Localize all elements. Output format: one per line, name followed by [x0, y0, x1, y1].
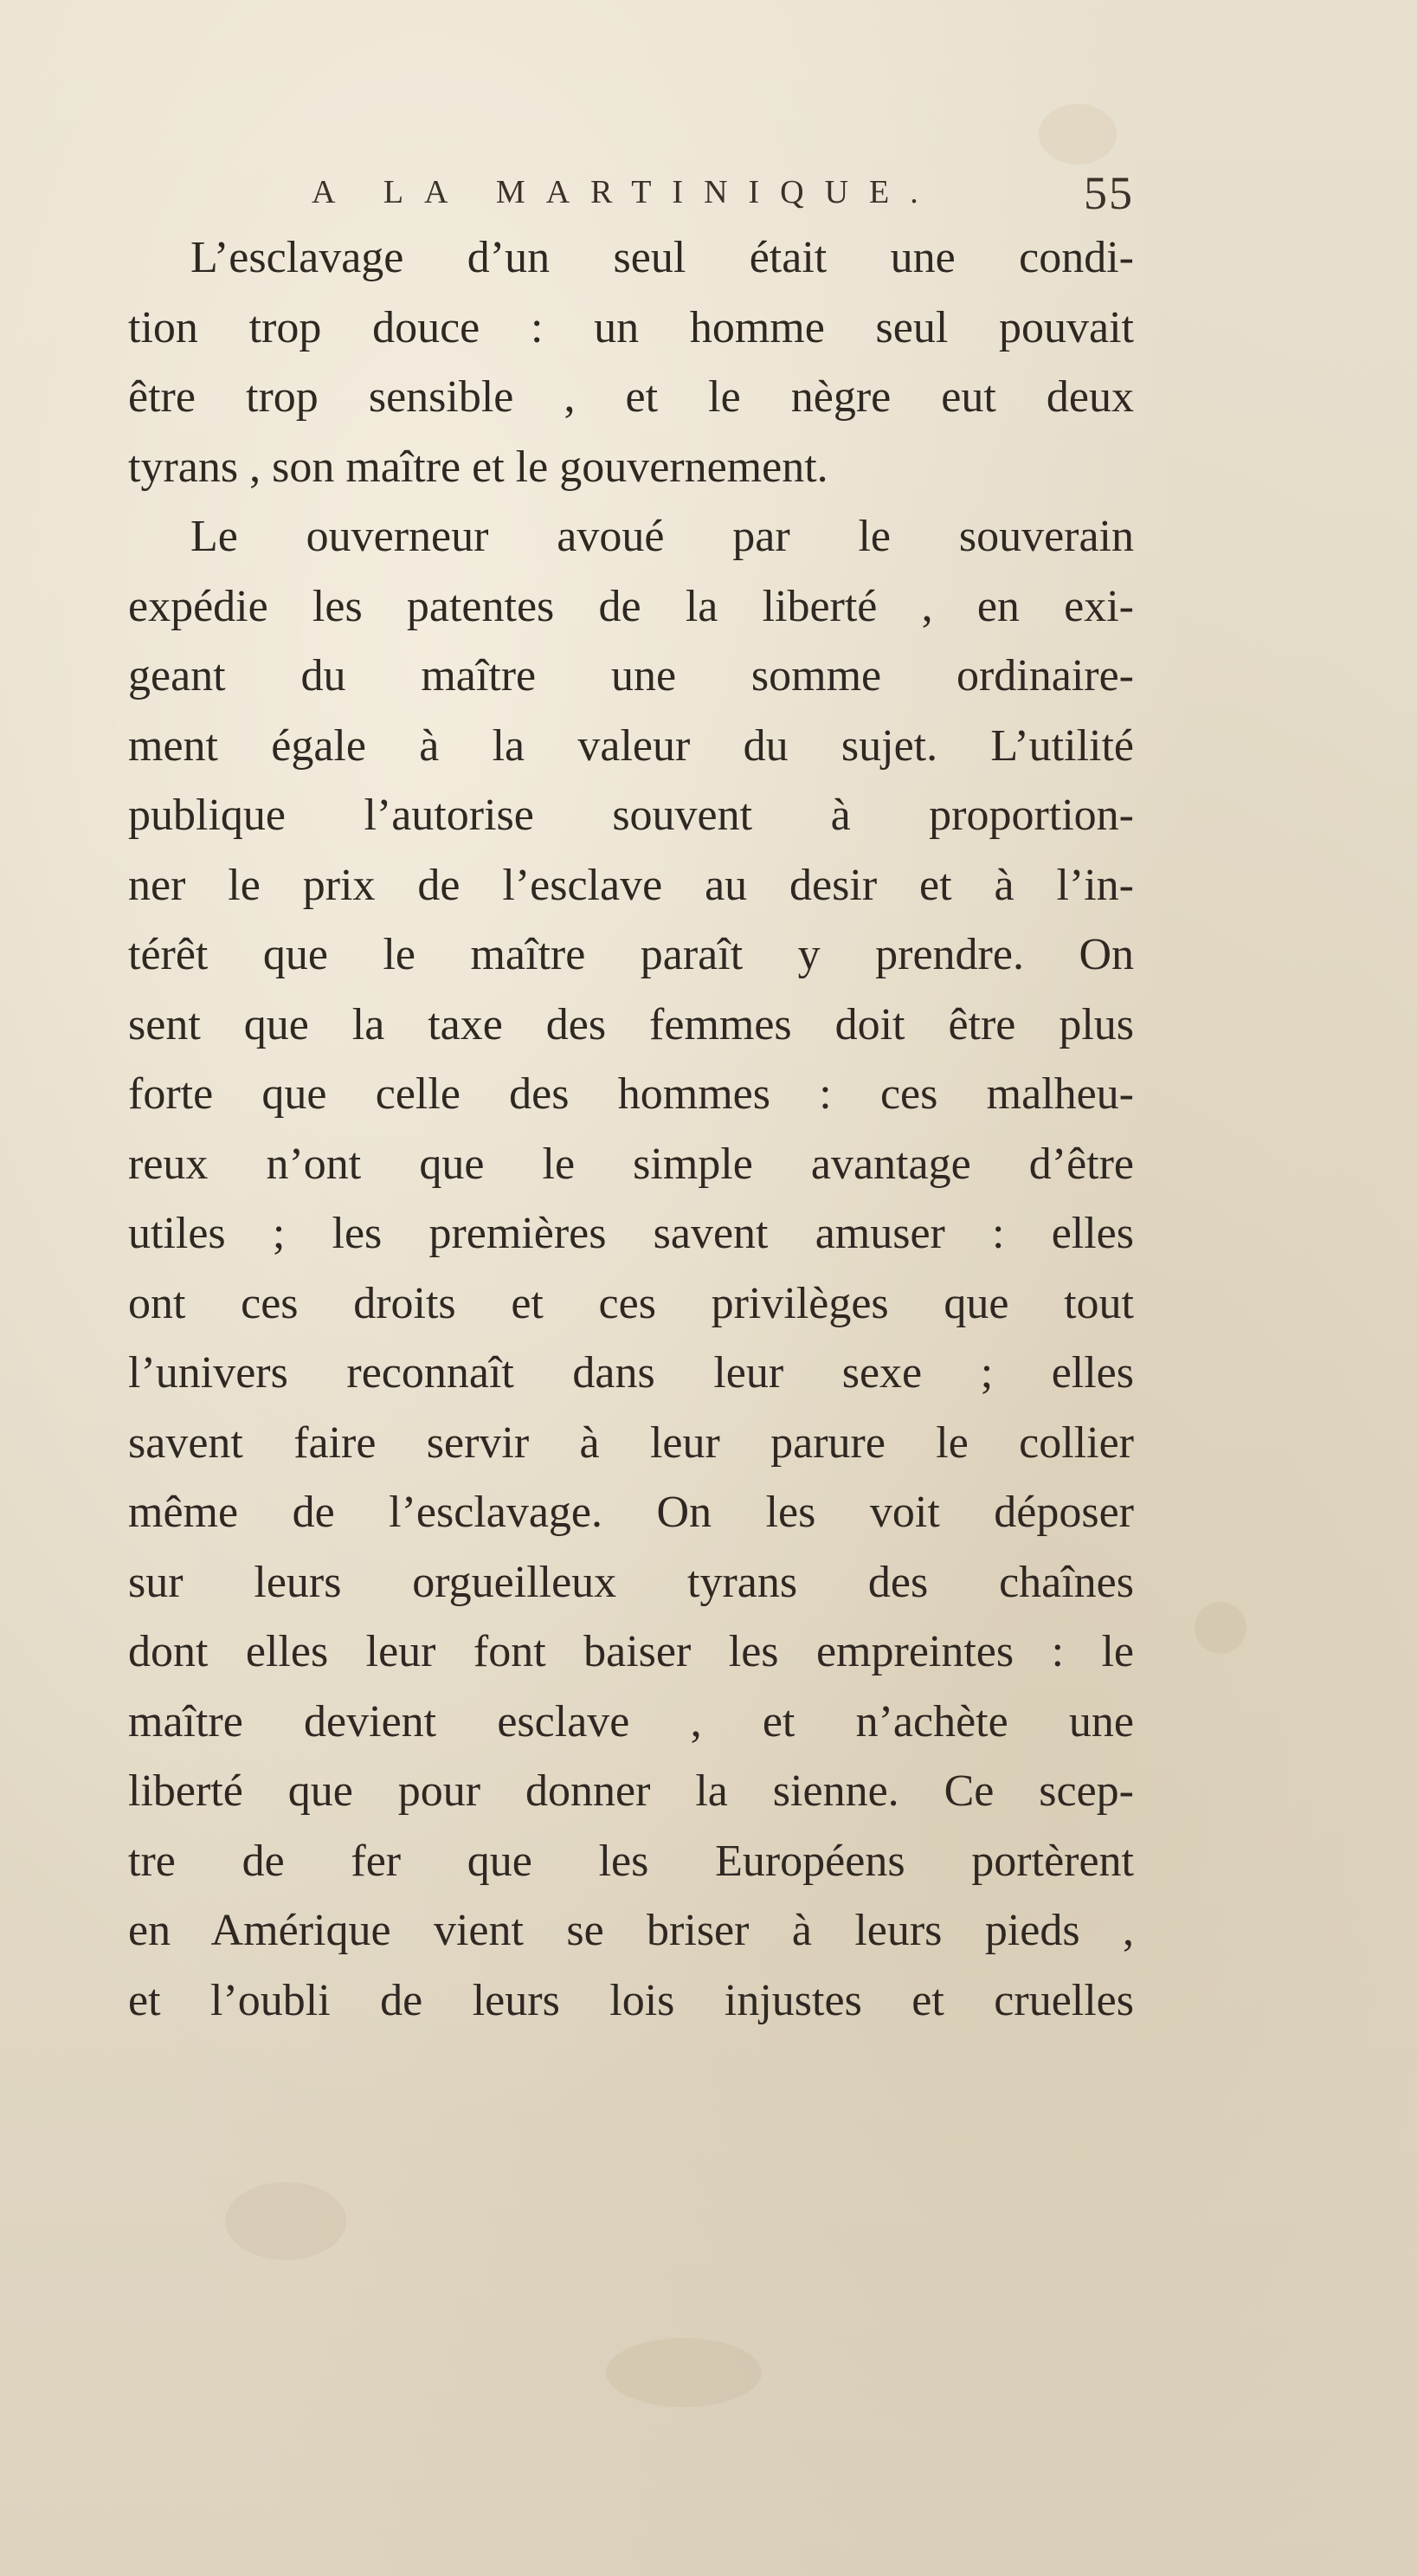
- text-line: tyrans , son maître et le gouvernement.: [128, 442, 828, 492]
- text-line: ment égale à la valeur du sujet. L’utilité: [128, 720, 1134, 771]
- text-line: l’univers reconnaît dans leur sexe ; elles: [128, 1348, 1134, 1398]
- body-text: [128, 223, 1134, 2036]
- paper-stain: [1039, 104, 1117, 165]
- text-line: ont ces droits et ces privilèges que tout: [128, 1278, 1134, 1328]
- page-number: 55: [1084, 167, 1134, 219]
- text-line: tre de fer que les Européens portèrent: [128, 1836, 1134, 1886]
- paper-stain: [1195, 1602, 1246, 1654]
- text-line: ner le prix de l’esclave au desir et à l’in-: [128, 860, 1134, 910]
- text-line: geant du maître une somme ordinaire-: [128, 651, 1134, 700]
- text-line: maître devient esclave , et n’achète une: [128, 1696, 1134, 1746]
- text-line: savent faire servir à leur parure le collier: [128, 1417, 1134, 1468]
- text-line: être trop sensible , et le nègre eut deux: [128, 372, 1134, 422]
- paper-stain: [225, 2182, 346, 2260]
- text-line: même de l’esclavage. On les voit déposer: [128, 1488, 1134, 1537]
- text-line: tion trop douce : un homme seul pouvait: [128, 302, 1134, 352]
- text-line: et l’oubli de leurs lois injustes et cruelles: [128, 1975, 1134, 2025]
- running-head: A LA MARTINIQUE.: [312, 174, 939, 210]
- text-line: L’esclavage d’un seul était une condi-: [190, 233, 1134, 282]
- text-line: dont elles leur font baiser les empreintes : le: [128, 1627, 1134, 1676]
- text-line: utiles ; les premières savent amuser : elles: [128, 1209, 1134, 1258]
- text-line: reux n’ont que le simple avantage d’être: [128, 1139, 1134, 1189]
- text-line: expédie les patentes de la liberté , en exi-: [128, 581, 1134, 631]
- paper-stain: [606, 2338, 762, 2407]
- text-line: sur leurs orgueilleux tyrans des chaînes: [128, 1557, 1134, 1607]
- page-header: [312, 166, 1134, 218]
- text-line: forte que celle des hommes : ces malheu-: [128, 1069, 1134, 1119]
- text-line: en Amérique vient se briser à leurs pieds ,: [128, 1906, 1134, 1955]
- text-line: liberté que pour donner la sienne. Ce scep-: [128, 1766, 1134, 1816]
- text-line: publique l’autorise souvent à proportion-: [128, 791, 1134, 840]
- text-line: térêt que le maître paraît y prendre. On: [128, 930, 1134, 979]
- text-line: sent que la taxe des femmes doit être plus: [128, 999, 1134, 1049]
- text-line: Le ouverneur avoué par le souverain: [190, 512, 1134, 561]
